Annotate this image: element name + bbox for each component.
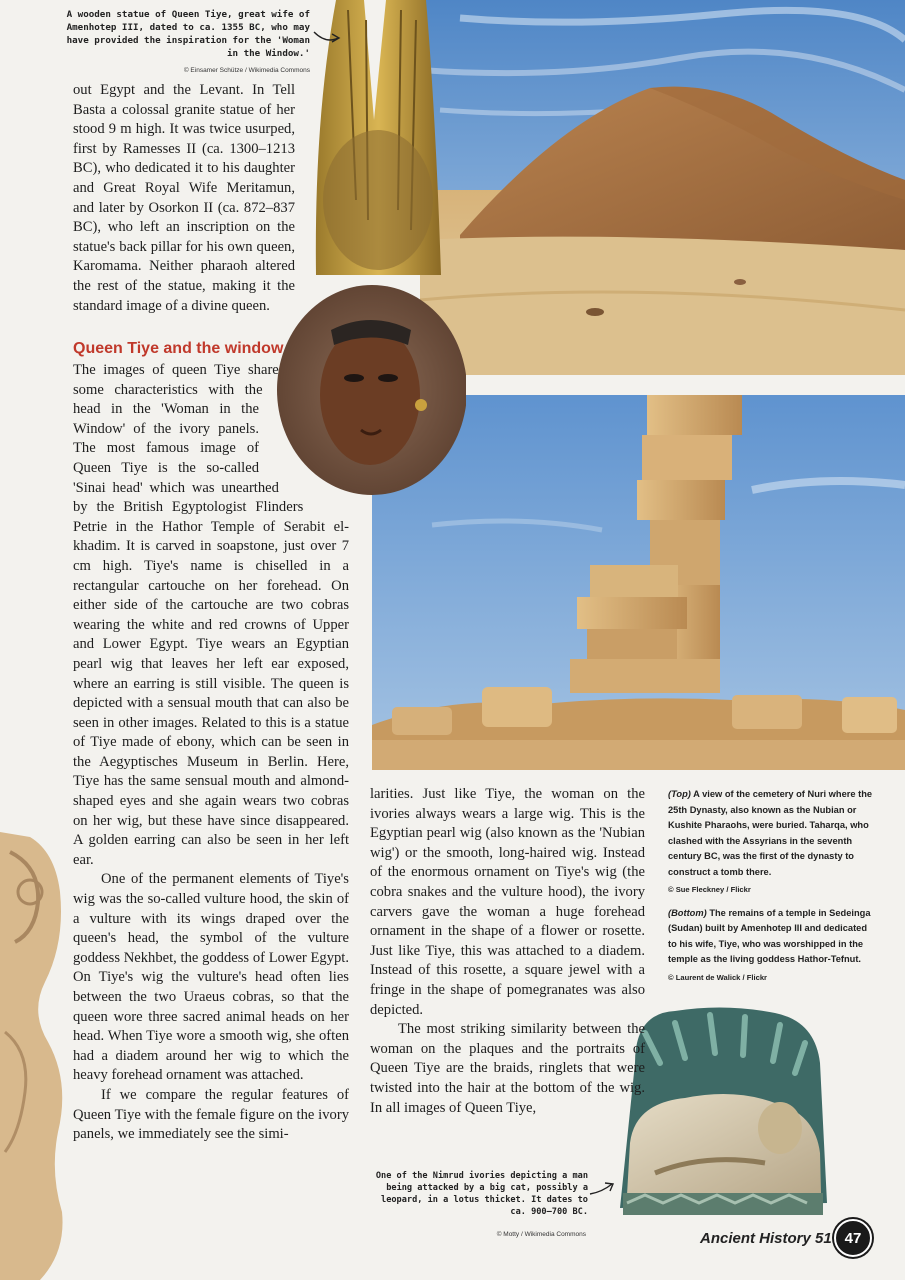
col1-p2-text: The images of queen Tiye share some characteristics with the head in the 'Woman in the Window' of the ivory panels. The most famous image of Queen Tiye is the so-called 'Sinai head' which was unearthed by the British Egyptologist Flinders Petrie in the Hathor Temple of Serabit el-khadim. It is carved in soapstone, just over 7 cm high. Tiye's name is chiselled in a rectangular cartouche on her forehead. On either side of the cartouche are two cobras wearing the white and red crowns of Upper and Lower Egypt. Tiye wears an Egyptian pearl wig that leaves her left ear exposed, where an earring is still visible. The queen is depicted with a sensual mouth that can also be seen in other images. Related to this is a statue of Tiye made of ebony, which can be seen in the Aegyptisches Museum in Berlin. Here, Tiye has the same sensual mouth and almond-shaped eyes and she again wears two cobras on her wig, but these have since disappeared. A golden earring can also be seen in her left ear. (73, 362, 349, 868)
statue-caption-arrow (312, 26, 342, 46)
ivory-fragment-left-image (0, 832, 70, 1280)
ivory-caption (362, 1170, 588, 1218)
top-caption-text: A view of the cemetery of Nuri where the 25th Dynasty, also known as the Nubian or Kushite Pharaohs, were buried. Taharqa, who clashed with the Assyrians in the seventh century BC, was the first of the dynasty to construct a tomb there. (668, 789, 873, 877)
top-caption-credit: © Sue Fleckney / Flickr (668, 885, 751, 894)
statue-credit: © Einsamer Schütze / Wikimedia Commons (183, 67, 310, 74)
magazine-name: Ancient History 51 (700, 1230, 832, 1247)
statue-caption (62, 8, 310, 60)
col2-p1-text: larities. Just like Tiye, the woman on the ivories always wears a large wig. This is the Egyptian pearl wig (also known as the 'Nubian wig') or the smooth, long-haired wig. Instead of the enormous ornament on Tiye's wig (the cobra snakes and the vulture hood), the ivory carvers gave the woman a huge forehead ornament in the shape of a flower or rosette. Just like Tiye, this was attached to a diadem. Instead of this rosette, a square jewel with a fringe in the shape of pomegranates was also depicted. (370, 786, 645, 1018)
top-photo-caption (668, 787, 878, 898)
col1-p4-text: If we compare the regular features of Queen Tiye with the female figure on the ivory panels, we immediately see the simi- (73, 1086, 349, 1143)
ivory-caption-text: One of the Nimrud ivories depicting a man being attacked by a big cat, possibly a leopard, in a lotus thicket. It dates to ca. 900–700 BC. (375, 1171, 588, 1217)
col2-p2-text: The most striking similarity between the woman on the plaques and the portraits of Queen Tiye are the braids, ringlets that were twisted into the hair at the bottom of the wig. In all images of Queen Tiye, (370, 1021, 645, 1116)
page-number: 47 (834, 1219, 872, 1257)
nuri-pyramid-photo (420, 0, 905, 375)
col1-p1-text: out Egypt and the Levant. In Tell Basta a colossal granite statue of her stood 9 m high. It was twice usurped, first by Ramesses II (ca. 1300–1213 BC), who dedicated it to his daughter and Great Royal Wife Meritamun, and later by Osorkon II (ca. 872–837 BC), who left an inscription on the statue's back pillar for his own queen, Karomama. Neither pharaoh altered the rest of the statue, making it the standard image of a divine queen. (73, 82, 295, 314)
bottom-photo-caption (668, 906, 878, 986)
statue-caption-text: A wooden statue of Queen Tiye, great wife of Amenhotep III, dated to ca. 1355 BC, who may have provided the inspiration for the 'Woman in the Window.' (66, 9, 310, 59)
top-caption-label: (Top) (668, 789, 691, 799)
bottom-caption-text: The remains of a temple in Sedeinga (Sudan) built by Amenhotep III and dedicated to his wife, Tiye, who was worshipped in the temple as the living goddess Hathor-Tefnut. (668, 907, 871, 964)
ivory-caption-arrow (588, 1180, 616, 1198)
section-heading: Queen Tiye and the window (73, 340, 284, 357)
photo-captions (668, 787, 878, 985)
col1-paragraph-2 (73, 361, 349, 1145)
col1-p3-text: One of the permanent elements of Tiye's wig was the so-called vulture hood, the skin of a vulture with its wings draped over the queen's head, the symbol of the vulture goddess Nekhbet, the goddess of Lower Egypt. On Tiye's wig the vulture's head often lies between the two Uraeus cobras, so that the queen wore three sacred animal heads on her head. When Tiye wore a smooth wig, she often had a diadem around her wig to which the heavy forehead ornament was attached. (73, 871, 349, 1084)
bottom-caption-credit: © Laurent de Walick / Flickr (668, 972, 767, 982)
col2-text (370, 785, 645, 1118)
bottom-caption-label: (Bottom) (668, 907, 707, 918)
ivory-credit: © Motty / Wikimedia Commons (496, 1231, 586, 1238)
nimrud-ivory-image (615, 1003, 837, 1225)
col1-paragraph-1 (73, 81, 295, 316)
